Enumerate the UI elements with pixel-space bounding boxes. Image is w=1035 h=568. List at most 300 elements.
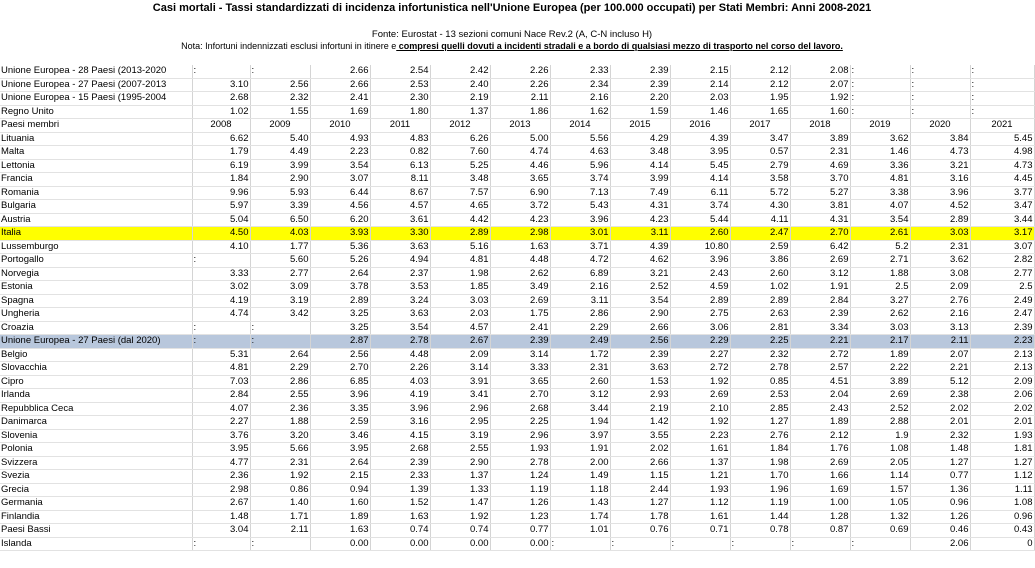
value-cell[interactable]: 1.42 xyxy=(610,416,670,430)
value-cell[interactable]: 2.32 xyxy=(250,92,310,106)
value-cell[interactable]: 2.39 xyxy=(610,65,670,78)
row-label[interactable]: Danimarca xyxy=(0,416,192,430)
value-cell[interactable]: 3.95 xyxy=(192,443,250,457)
value-cell[interactable]: 2.89 xyxy=(430,227,490,241)
value-cell[interactable]: 4.15 xyxy=(370,429,430,443)
value-cell[interactable]: 2.38 xyxy=(910,389,970,403)
value-cell[interactable]: 2.68 xyxy=(370,443,430,457)
row-label[interactable]: Unione Europea - 15 Paesi (1995-2004 xyxy=(0,92,192,106)
value-cell[interactable]: 1.93 xyxy=(490,443,550,457)
value-cell[interactable]: 2.95 xyxy=(430,416,490,430)
value-cell[interactable]: 2.96 xyxy=(430,402,490,416)
value-cell[interactable]: 0.77 xyxy=(490,524,550,538)
value-cell[interactable]: 3.95 xyxy=(310,443,370,457)
value-cell[interactable]: 4.63 xyxy=(550,146,610,160)
value-cell[interactable]: 3.12 xyxy=(790,267,850,281)
value-cell[interactable]: 2.44 xyxy=(610,483,670,497)
row-label[interactable]: Croazia xyxy=(0,321,192,335)
row-label[interactable]: Finlandia xyxy=(0,510,192,524)
row-label[interactable]: Unione Europea - 27 Paesi (dal 2020) xyxy=(0,335,192,349)
value-cell[interactable]: 4.77 xyxy=(192,456,250,470)
value-cell[interactable]: 1.62 xyxy=(550,105,610,119)
value-cell[interactable]: : xyxy=(970,92,1034,106)
value-cell[interactable]: 0 xyxy=(970,537,1034,551)
value-cell[interactable]: 1.18 xyxy=(550,483,610,497)
value-cell[interactable]: 4.73 xyxy=(910,146,970,160)
value-cell[interactable]: 2.32 xyxy=(730,348,790,362)
value-cell[interactable]: 5.40 xyxy=(250,132,310,146)
value-cell[interactable]: 3.13 xyxy=(910,321,970,335)
value-cell[interactable]: 1.24 xyxy=(490,470,550,484)
value-cell[interactable]: 3.21 xyxy=(610,267,670,281)
year-header-cell[interactable]: 2012 xyxy=(430,119,490,133)
value-cell[interactable]: 0.69 xyxy=(850,524,910,538)
value-cell[interactable]: 2.23 xyxy=(670,429,730,443)
value-cell[interactable]: 2.31 xyxy=(790,146,850,160)
value-cell[interactable]: 1.55 xyxy=(250,105,310,119)
value-cell[interactable]: 2.25 xyxy=(490,416,550,430)
row-label[interactable]: Austria xyxy=(0,213,192,227)
value-cell[interactable]: 2.21 xyxy=(790,335,850,349)
value-cell[interactable]: 3.91 xyxy=(430,375,490,389)
value-cell[interactable]: 3.77 xyxy=(970,186,1034,200)
value-cell[interactable]: 2.72 xyxy=(790,348,850,362)
value-cell[interactable]: 4.14 xyxy=(610,159,670,173)
value-cell[interactable]: 2.69 xyxy=(670,389,730,403)
value-cell[interactable]: 3.03 xyxy=(910,227,970,241)
value-cell[interactable]: 1.75 xyxy=(490,308,550,322)
row-label[interactable]: Repubblica Ceca xyxy=(0,402,192,416)
value-cell[interactable]: 3.99 xyxy=(610,173,670,187)
value-cell[interactable]: 2.49 xyxy=(550,335,610,349)
row-label[interactable]: Grecia xyxy=(0,483,192,497)
value-cell[interactable]: 2.66 xyxy=(610,456,670,470)
value-cell[interactable]: 2.09 xyxy=(430,348,490,362)
value-cell[interactable]: 2.42 xyxy=(430,65,490,78)
row-label[interactable]: Paesi Bassi xyxy=(0,524,192,538)
value-cell[interactable]: 1.9 xyxy=(850,429,910,443)
row-label[interactable]: Svizzera xyxy=(0,456,192,470)
value-cell[interactable]: 2.52 xyxy=(610,281,670,295)
value-cell[interactable]: 1.46 xyxy=(670,105,730,119)
value-cell[interactable]: 2.37 xyxy=(370,267,430,281)
value-cell[interactable]: 0.96 xyxy=(970,510,1034,524)
value-cell[interactable]: 5.96 xyxy=(550,159,610,173)
value-cell[interactable]: 3.54 xyxy=(610,294,670,308)
value-cell[interactable]: 3.16 xyxy=(910,173,970,187)
value-cell[interactable]: 2.98 xyxy=(490,227,550,241)
row-label[interactable]: Irlanda xyxy=(0,389,192,403)
value-cell[interactable]: 2.01 xyxy=(970,416,1034,430)
row-label[interactable]: Portogallo xyxy=(0,254,192,268)
row-label[interactable]: Bulgaria xyxy=(0,200,192,214)
value-cell[interactable]: 1.47 xyxy=(430,497,490,511)
value-cell[interactable]: 1.37 xyxy=(430,470,490,484)
value-cell[interactable]: 5.97 xyxy=(192,200,250,214)
value-cell[interactable]: 4.74 xyxy=(192,308,250,322)
value-cell[interactable]: 3.10 xyxy=(192,78,250,92)
value-cell[interactable]: 4.03 xyxy=(250,227,310,241)
value-cell[interactable]: 1.27 xyxy=(910,456,970,470)
value-cell[interactable]: 5.00 xyxy=(490,132,550,146)
value-cell[interactable]: 2.60 xyxy=(670,227,730,241)
value-cell[interactable]: 3.08 xyxy=(910,267,970,281)
value-cell[interactable]: 2.60 xyxy=(730,267,790,281)
value-cell[interactable]: 2.11 xyxy=(250,524,310,538)
value-cell[interactable]: 4.50 xyxy=(192,227,250,241)
value-cell[interactable]: : xyxy=(970,65,1034,78)
value-cell[interactable]: 1.92 xyxy=(670,375,730,389)
value-cell[interactable]: 4.23 xyxy=(610,213,670,227)
value-cell[interactable]: 4.31 xyxy=(610,200,670,214)
value-cell[interactable]: 4.83 xyxy=(370,132,430,146)
value-cell[interactable]: 1.23 xyxy=(490,510,550,524)
value-cell[interactable]: 3.99 xyxy=(250,159,310,173)
value-cell[interactable]: 2.56 xyxy=(310,348,370,362)
value-cell[interactable]: 3.96 xyxy=(310,389,370,403)
row-label[interactable]: Romania xyxy=(0,186,192,200)
value-cell[interactable]: 6.50 xyxy=(250,213,310,227)
value-cell[interactable]: 3.09 xyxy=(250,281,310,295)
value-cell[interactable]: 2.62 xyxy=(490,267,550,281)
value-cell[interactable]: 0.43 xyxy=(970,524,1034,538)
year-header-cell[interactable]: 2016 xyxy=(670,119,730,133)
value-cell[interactable]: 2.61 xyxy=(850,227,910,241)
value-cell[interactable]: : xyxy=(850,92,910,106)
value-cell[interactable]: 5.12 xyxy=(910,375,970,389)
value-cell[interactable]: 1.27 xyxy=(730,416,790,430)
value-cell[interactable]: 4.74 xyxy=(490,146,550,160)
value-cell[interactable]: 4.52 xyxy=(910,200,970,214)
value-cell[interactable]: 0.76 xyxy=(610,524,670,538)
value-cell[interactable]: 2.16 xyxy=(550,281,610,295)
value-cell[interactable]: 3.48 xyxy=(610,146,670,160)
value-cell[interactable]: 9.96 xyxy=(192,186,250,200)
value-cell[interactable]: 2.23 xyxy=(310,146,370,160)
value-cell[interactable]: 3.74 xyxy=(670,200,730,214)
value-cell[interactable]: 4.93 xyxy=(310,132,370,146)
value-cell[interactable]: 7.49 xyxy=(610,186,670,200)
value-cell[interactable]: 1.63 xyxy=(310,524,370,538)
value-cell[interactable]: 1.60 xyxy=(790,105,850,119)
value-cell[interactable]: 3.65 xyxy=(490,375,550,389)
row-label[interactable]: Paesi membri xyxy=(0,119,192,133)
value-cell[interactable]: 5.2 xyxy=(850,240,910,254)
value-cell[interactable]: 2.69 xyxy=(790,456,850,470)
value-cell[interactable]: 3.86 xyxy=(730,254,790,268)
value-cell[interactable]: 2.03 xyxy=(430,308,490,322)
value-cell[interactable]: 6.89 xyxy=(550,267,610,281)
value-cell[interactable]: 6.44 xyxy=(310,186,370,200)
value-cell[interactable]: 2.5 xyxy=(850,281,910,295)
value-cell[interactable]: 4.07 xyxy=(192,402,250,416)
value-cell[interactable]: 1.28 xyxy=(790,510,850,524)
value-cell[interactable]: 3.54 xyxy=(370,321,430,335)
value-cell[interactable]: 6.19 xyxy=(192,159,250,173)
value-cell[interactable]: 3.65 xyxy=(490,173,550,187)
value-cell[interactable]: 3.36 xyxy=(850,159,910,173)
row-label[interactable]: Unione Europea - 28 Paesi (2013-2020 xyxy=(0,65,192,78)
value-cell[interactable]: 1.66 xyxy=(790,470,850,484)
year-header-cell[interactable]: 2009 xyxy=(250,119,310,133)
value-cell[interactable]: 2.22 xyxy=(850,362,910,376)
value-cell[interactable]: 3.41 xyxy=(430,389,490,403)
value-cell[interactable]: 1.59 xyxy=(610,105,670,119)
value-cell[interactable]: 4.30 xyxy=(730,200,790,214)
row-label[interactable]: Lituania xyxy=(0,132,192,146)
value-cell[interactable]: 1.80 xyxy=(370,105,430,119)
value-cell[interactable]: 1.84 xyxy=(730,443,790,457)
value-cell[interactable]: 3.54 xyxy=(310,159,370,173)
value-cell[interactable]: 1.37 xyxy=(670,456,730,470)
value-cell[interactable]: 2.64 xyxy=(310,456,370,470)
year-header-cell[interactable]: 2018 xyxy=(790,119,850,133)
value-cell[interactable]: 3.84 xyxy=(910,132,970,146)
value-cell[interactable]: 2.64 xyxy=(310,267,370,281)
value-cell[interactable]: : xyxy=(910,78,970,92)
value-cell[interactable]: 2.17 xyxy=(850,335,910,349)
value-cell[interactable]: 2.55 xyxy=(430,443,490,457)
value-cell[interactable]: 2.34 xyxy=(550,78,610,92)
value-cell[interactable]: 1.91 xyxy=(790,281,850,295)
value-cell[interactable]: 2.69 xyxy=(790,254,850,268)
value-cell[interactable]: 0.94 xyxy=(310,483,370,497)
value-cell[interactable]: 3.03 xyxy=(850,321,910,335)
value-cell[interactable]: 2.90 xyxy=(250,173,310,187)
value-cell[interactable]: 2.14 xyxy=(670,78,730,92)
value-cell[interactable]: 3.72 xyxy=(490,200,550,214)
value-cell[interactable]: 3.16 xyxy=(370,416,430,430)
value-cell[interactable]: 1.32 xyxy=(850,510,910,524)
value-cell[interactable]: 2.84 xyxy=(192,389,250,403)
value-cell[interactable]: 2.57 xyxy=(790,362,850,376)
value-cell[interactable]: 3.44 xyxy=(550,402,610,416)
value-cell[interactable]: 2.20 xyxy=(610,92,670,106)
value-cell[interactable]: 4.10 xyxy=(192,240,250,254)
value-cell[interactable]: 3.89 xyxy=(850,375,910,389)
value-cell[interactable]: 3.21 xyxy=(910,159,970,173)
value-cell[interactable]: : xyxy=(192,537,250,551)
value-cell[interactable]: 2.21 xyxy=(910,362,970,376)
value-cell[interactable]: 5.44 xyxy=(670,213,730,227)
value-cell[interactable]: : xyxy=(850,78,910,92)
value-cell[interactable]: 2.15 xyxy=(310,470,370,484)
value-cell[interactable]: 2.39 xyxy=(970,321,1034,335)
value-cell[interactable]: 1.26 xyxy=(910,510,970,524)
value-cell[interactable]: : xyxy=(970,78,1034,92)
value-cell[interactable]: 2.27 xyxy=(192,416,250,430)
value-cell[interactable]: 4.57 xyxy=(430,321,490,335)
year-header-cell[interactable]: 2017 xyxy=(730,119,790,133)
value-cell[interactable]: 4.39 xyxy=(610,240,670,254)
value-cell[interactable]: 2.62 xyxy=(850,308,910,322)
value-cell[interactable]: 1.96 xyxy=(730,483,790,497)
value-cell[interactable]: 4.81 xyxy=(192,362,250,376)
value-cell[interactable]: 2.63 xyxy=(730,308,790,322)
value-cell[interactable]: 3.58 xyxy=(730,173,790,187)
value-cell[interactable]: 1.84 xyxy=(192,173,250,187)
value-cell[interactable]: 2.04 xyxy=(790,389,850,403)
value-cell[interactable]: 2.86 xyxy=(250,375,310,389)
value-cell[interactable]: 1.08 xyxy=(970,497,1034,511)
value-cell[interactable]: 2.15 xyxy=(670,65,730,78)
row-label[interactable]: Estonia xyxy=(0,281,192,295)
value-cell[interactable]: 2.89 xyxy=(730,294,790,308)
value-cell[interactable]: 3.47 xyxy=(730,132,790,146)
value-cell[interactable]: 1.61 xyxy=(670,443,730,457)
value-cell[interactable]: : xyxy=(970,105,1034,119)
value-cell[interactable]: : xyxy=(850,105,910,119)
value-cell[interactable]: 5.36 xyxy=(310,240,370,254)
value-cell[interactable]: 0.46 xyxy=(910,524,970,538)
value-cell[interactable]: 2.69 xyxy=(490,294,550,308)
value-cell[interactable]: 1.79 xyxy=(192,146,250,160)
value-cell[interactable]: 6.20 xyxy=(310,213,370,227)
value-cell[interactable]: 3.97 xyxy=(550,429,610,443)
value-cell[interactable]: 2.19 xyxy=(610,402,670,416)
row-label[interactable]: Spagna xyxy=(0,294,192,308)
value-cell[interactable]: 3.63 xyxy=(610,362,670,376)
value-cell[interactable]: 1.27 xyxy=(610,497,670,511)
value-cell[interactable]: 2.52 xyxy=(850,402,910,416)
value-cell[interactable]: 3.74 xyxy=(550,173,610,187)
value-cell[interactable]: 0.85 xyxy=(730,375,790,389)
value-cell[interactable]: 2.55 xyxy=(250,389,310,403)
value-cell[interactable]: 2.53 xyxy=(730,389,790,403)
value-cell[interactable]: 1.08 xyxy=(850,443,910,457)
value-cell[interactable]: : xyxy=(910,92,970,106)
value-cell[interactable]: 0.00 xyxy=(490,537,550,551)
value-cell[interactable]: 2.19 xyxy=(430,92,490,106)
value-cell[interactable]: 2.77 xyxy=(250,267,310,281)
value-cell[interactable]: 3.49 xyxy=(490,281,550,295)
value-cell[interactable]: 4.31 xyxy=(790,213,850,227)
value-cell[interactable]: 2.67 xyxy=(192,497,250,511)
value-cell[interactable]: 2.96 xyxy=(490,429,550,443)
value-cell[interactable]: 1.14 xyxy=(850,470,910,484)
value-cell[interactable]: 0.78 xyxy=(730,524,790,538)
value-cell[interactable]: 2.70 xyxy=(790,227,850,241)
value-cell[interactable]: 3.96 xyxy=(370,402,430,416)
year-header-cell[interactable]: 2008 xyxy=(192,119,250,133)
row-label[interactable]: Slovacchia xyxy=(0,362,192,376)
value-cell[interactable]: : xyxy=(192,65,250,78)
value-cell[interactable]: 2.02 xyxy=(610,443,670,457)
value-cell[interactable]: 2.16 xyxy=(550,92,610,106)
value-cell[interactable]: 2.56 xyxy=(610,335,670,349)
value-cell[interactable]: 2.67 xyxy=(430,335,490,349)
value-cell[interactable]: 2.05 xyxy=(850,456,910,470)
value-cell[interactable]: 3.96 xyxy=(910,186,970,200)
value-cell[interactable]: 1.81 xyxy=(970,443,1034,457)
value-cell[interactable]: 1.65 xyxy=(730,105,790,119)
value-cell[interactable]: 2.26 xyxy=(490,78,550,92)
value-cell[interactable]: 0.57 xyxy=(730,146,790,160)
value-cell[interactable]: 3.14 xyxy=(490,348,550,362)
value-cell[interactable]: 1.93 xyxy=(670,483,730,497)
value-cell[interactable]: 3.07 xyxy=(970,240,1034,254)
value-cell[interactable]: 2.60 xyxy=(550,375,610,389)
value-cell[interactable]: 0.00 xyxy=(310,537,370,551)
value-cell[interactable]: 4.19 xyxy=(370,389,430,403)
value-cell[interactable]: 6.26 xyxy=(430,132,490,146)
value-cell[interactable]: 3.62 xyxy=(850,132,910,146)
value-cell[interactable]: 1.46 xyxy=(850,146,910,160)
year-header-cell[interactable]: 2011 xyxy=(370,119,430,133)
value-cell[interactable]: 2.89 xyxy=(310,294,370,308)
value-cell[interactable]: 3.48 xyxy=(430,173,490,187)
value-cell[interactable]: : xyxy=(192,321,250,335)
value-cell[interactable]: 1.89 xyxy=(310,510,370,524)
value-cell[interactable]: 2.59 xyxy=(310,416,370,430)
value-cell[interactable]: 3.33 xyxy=(192,267,250,281)
value-cell[interactable]: 2.12 xyxy=(730,78,790,92)
value-cell[interactable]: 2.71 xyxy=(850,254,910,268)
value-cell[interactable]: 0.74 xyxy=(370,524,430,538)
value-cell[interactable]: 2.68 xyxy=(490,402,550,416)
value-cell[interactable]: 3.93 xyxy=(310,227,370,241)
value-cell[interactable]: 2.29 xyxy=(250,362,310,376)
value-cell[interactable]: 4.81 xyxy=(430,254,490,268)
value-cell[interactable]: 5.43 xyxy=(550,200,610,214)
value-cell[interactable]: 1.60 xyxy=(310,497,370,511)
value-cell[interactable]: 1.12 xyxy=(670,497,730,511)
value-cell[interactable]: 1.02 xyxy=(192,105,250,119)
value-cell[interactable]: 4.94 xyxy=(370,254,430,268)
value-cell[interactable]: 5.93 xyxy=(250,186,310,200)
value-cell[interactable]: 0.00 xyxy=(430,537,490,551)
row-label[interactable]: Islanda xyxy=(0,537,192,551)
value-cell[interactable]: 2.43 xyxy=(670,267,730,281)
value-cell[interactable]: 2.84 xyxy=(790,294,850,308)
value-cell[interactable]: 8.11 xyxy=(370,173,430,187)
value-cell[interactable]: 3.30 xyxy=(370,227,430,241)
value-cell[interactable]: 2.40 xyxy=(430,78,490,92)
value-cell[interactable]: 3.17 xyxy=(970,227,1034,241)
year-header-cell[interactable]: 2021 xyxy=(970,119,1034,133)
value-cell[interactable]: 7.60 xyxy=(430,146,490,160)
value-cell[interactable]: 4.07 xyxy=(850,200,910,214)
value-cell[interactable]: 1.71 xyxy=(250,510,310,524)
value-cell[interactable]: 2.39 xyxy=(490,335,550,349)
value-cell[interactable]: 3.95 xyxy=(670,146,730,160)
value-cell[interactable]: 2.06 xyxy=(970,389,1034,403)
row-label[interactable]: Norvegia xyxy=(0,267,192,281)
value-cell[interactable]: 3.27 xyxy=(850,294,910,308)
value-cell[interactable]: 1.77 xyxy=(250,240,310,254)
value-cell[interactable]: 2.93 xyxy=(610,389,670,403)
value-cell[interactable]: 4.81 xyxy=(850,173,910,187)
value-cell[interactable]: : xyxy=(730,537,790,551)
value-cell[interactable]: 3.04 xyxy=(192,524,250,538)
value-cell[interactable]: 1.43 xyxy=(550,497,610,511)
value-cell[interactable]: 4.45 xyxy=(970,173,1034,187)
value-cell[interactable]: 3.96 xyxy=(670,254,730,268)
value-cell[interactable]: 4.42 xyxy=(430,213,490,227)
value-cell[interactable]: 1.89 xyxy=(790,416,850,430)
value-cell[interactable]: 5.72 xyxy=(730,186,790,200)
value-cell[interactable]: 5.31 xyxy=(192,348,250,362)
value-cell[interactable]: 2.32 xyxy=(910,429,970,443)
value-cell[interactable]: 3.20 xyxy=(250,429,310,443)
value-cell[interactable]: 1.86 xyxy=(490,105,550,119)
value-cell[interactable]: 1.89 xyxy=(850,348,910,362)
row-label[interactable]: Italia xyxy=(0,227,192,241)
value-cell[interactable]: 2.09 xyxy=(910,281,970,295)
value-cell[interactable]: 3.42 xyxy=(250,308,310,322)
value-cell[interactable]: : xyxy=(850,537,910,551)
value-cell[interactable]: 3.33 xyxy=(490,362,550,376)
